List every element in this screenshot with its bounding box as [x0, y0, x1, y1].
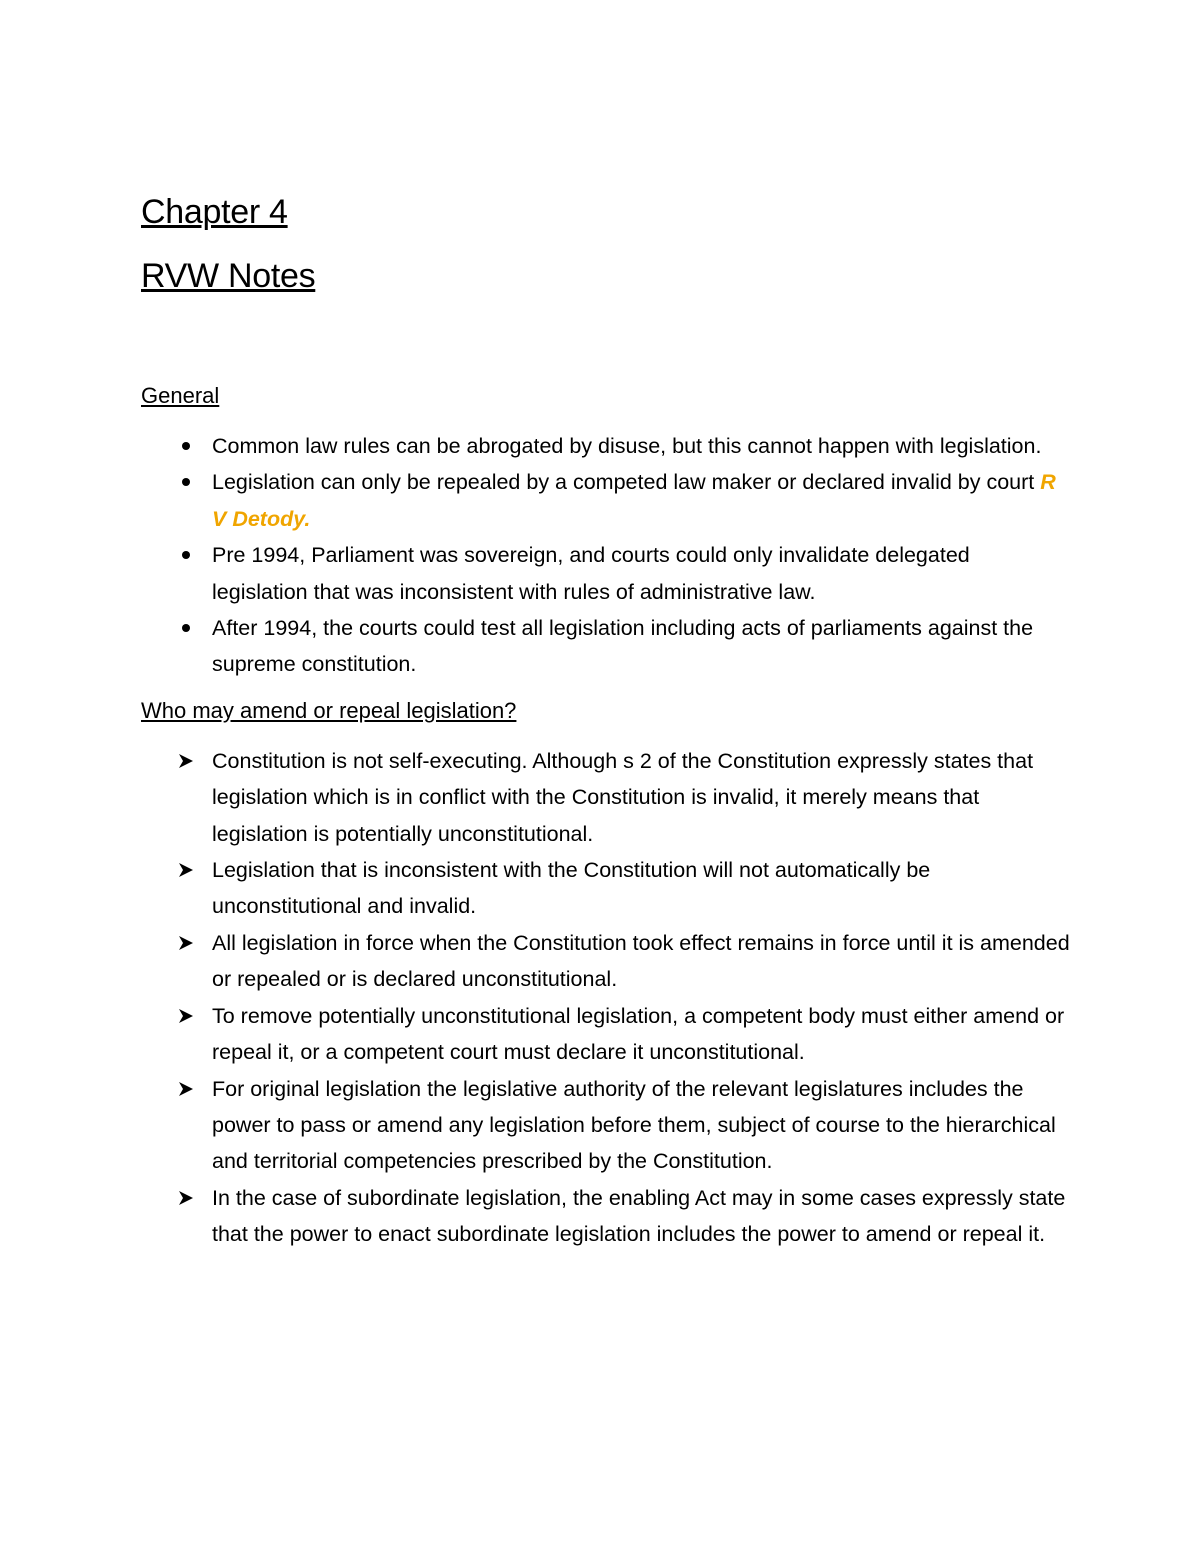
- chapter-title: Chapter 4: [141, 193, 288, 231]
- case-reference: R V Detody.: [212, 470, 1056, 531]
- list-item-text: After 1994, the courts could test all legislation including acts of parliaments against the supreme constitution.: [212, 616, 1034, 677]
- list-item: [141, 428, 1071, 464]
- arrowhead-bullet-icon: [174, 925, 198, 961]
- notes-title: RVW Notes: [141, 257, 316, 295]
- arrowhead-bullet-icon: [174, 1071, 198, 1107]
- arrowhead-bullet-icon: [174, 852, 198, 888]
- list-item: [141, 610, 1071, 683]
- list-item-text: In the case of subordinate legislation, the enabling Act may in some cases expressly state that the power to enact subordinate legislation includes the power to amend or repeal it.: [212, 1185, 1066, 1247]
- list-item-text: To remove potentially unconstitutional legislation, a competent body must either amend or repeal it, or a competent court must declare it unconstitutional.: [212, 1003, 1065, 1065]
- list-item: [141, 998, 1071, 1071]
- general-heading: General: [141, 383, 220, 408]
- list-item-text: Pre 1994, Parliament was sovereign, and courts could only invalidate delegated legislation that was inconsistent with rules of administrative law.: [212, 543, 970, 604]
- list-item-text: Constitution is not self-executing. Although s 2 of the Constitution expressly states that legislation which is in conflict with the Constitution is invalid, it merely means that legislation is potentially unconstitutional.: [212, 748, 1034, 846]
- list-item: [141, 925, 1071, 998]
- list-item: [141, 537, 1071, 610]
- list-item: [141, 1180, 1071, 1253]
- arrowhead-bullet-icon: [174, 743, 198, 779]
- bullet-dot-icon: [174, 428, 198, 464]
- list-item-text: Legislation can only be repealed by a competed law maker or declared invalid by court: [212, 470, 1041, 495]
- list-item: [141, 464, 1071, 537]
- list-item: [141, 743, 1071, 852]
- amend-repeal-heading: Who may amend or repeal legislation?: [141, 697, 517, 723]
- list-item: [141, 852, 1071, 925]
- bullet-dot-icon: [174, 610, 198, 646]
- list-item-text: All legislation in force when the Constitution took effect remains in force until it is amended or repealed or is declared unconstitutional.: [212, 930, 1070, 992]
- list-item-text: Common law rules can be abrogated by disuse, but this cannot happen with legislation.: [212, 434, 1042, 458]
- list-item-text: Legislation that is inconsistent with the Constitution will not automatically be unconstitutional and invalid.: [212, 858, 931, 919]
- arrowhead-bullet-icon: [174, 1180, 198, 1216]
- bullet-dot-icon: [174, 537, 198, 573]
- amend-repeal-list: [141, 743, 1071, 1253]
- general-list: [141, 428, 1071, 683]
- list-item-text: For original legislation the legislative authority of the relevant legislatures includes the power to pass or amend any legislation before them, subject of course to the hierarchical and territorial competencies prescribed by the Constitution.: [212, 1076, 1056, 1174]
- bullet-dot-icon: [174, 464, 198, 500]
- list-item: [141, 1071, 1071, 1180]
- document-page: [141, 188, 1071, 1253]
- arrowhead-bullet-icon: [174, 998, 198, 1034]
